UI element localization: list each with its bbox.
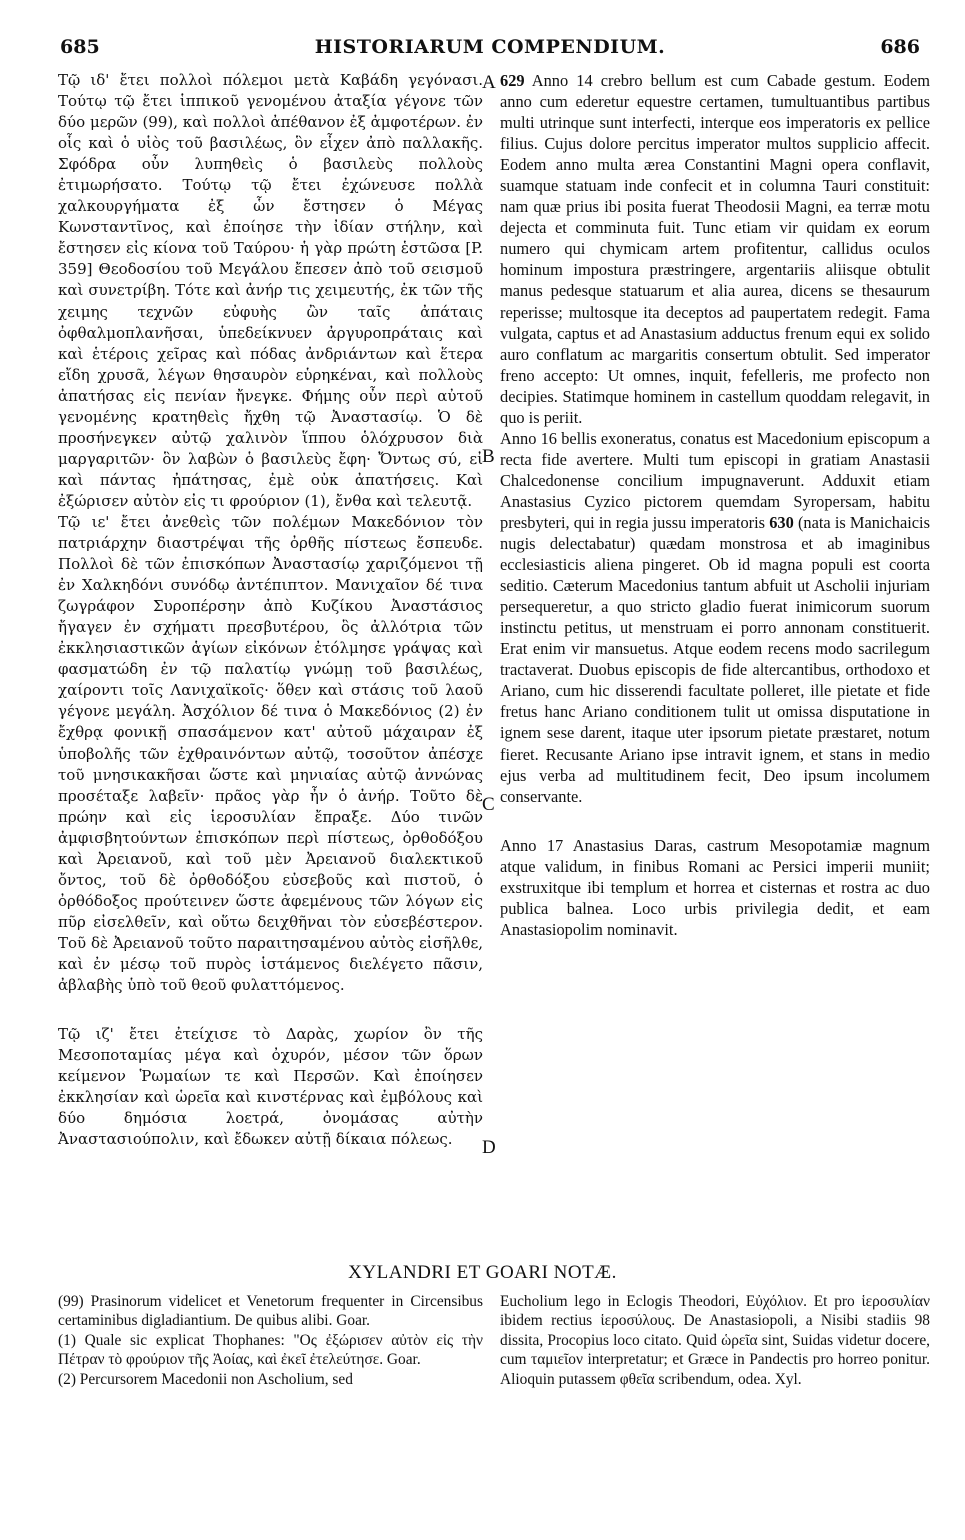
latin-paragraph-2b-text: (nata is Manichaicis nugis delectabatur) quædam monstrosa et ab imaginibus ecclesiasticis aliena pingeret. Ob id magna populi est coorta seditio. Cæterum Macedonius tantum abfuit ut Ascholii injuriam persequeretur, a quo stricto gladio fuerat inimicorum suorum instinctu petitus, ut menstruam ei porro annonam constituerit. Erat enim vir mansuetus. Atque eodem recens modo sacrilegum tractaverat. Duobus episcopis de fide altercantibus, orthodoxo et Ariano, cum hic disserendi facultate polleret, ille pietate et fide fretus hanc Ariano conditionem tulit ut omissa disputatione in ignem sese darent, itaque uter ipsorum pietate præstaret, notum fieret. Recusante Ariano ipse intravit ignem, et stans in medio ejus verba ad multitudinem fecit, Deo ipsum incolumem conservante.	[500, 512, 930, 806]
note-99: (99) Prasinorum videlicet et Venetorum frequenter in Circensibus certaminibus digladiantium. De quibus alibi. Goar.	[58, 1293, 483, 1330]
page-ref-630: 630	[769, 512, 794, 532]
note-continuation: Eucholium lego in Eclogis Theodori, Εὐχόλιον. Et pro ἱεροσυλίαν ibidem rectius ἱεροσύλους. De Anastasiopoli, a Nisibi stadiis 98 dissita, Procopius loco citato. Quid ὡρεῖα sint, Suidas videtur docere, cum ταμιεῖον interpretatur; et Græce in Pandectis pro horreo ponitur. Alioquin putassem φθεῖα scribendum, odea. Xyl.	[500, 1293, 930, 1388]
note-1: (1) Quale sic explicat Thophanes: "Ος ἐξώρισεν αὐτὸν εἰς τὴν Πέτραν τὸ φρούριον τῆς Ἀοίας, καὶ ἐκεῖ ἐτελεύτησε. Goar.	[58, 1331, 483, 1369]
page-ref-629: 629	[500, 71, 525, 90]
running-title: HISTORIARUM COMPENDIUM.	[314, 36, 666, 58]
margin-marker-c: C	[482, 794, 495, 815]
notes-heading: XYLANDRI ET GOARI NOTÆ.	[348, 1262, 617, 1283]
latin-column	[500, 70, 930, 940]
notes-left-column	[58, 1292, 483, 1389]
greek-paragraph-3: Τῷ ιζ' ἔτει ἐτείχισε τὸ Δαρὰς, χωρίον ὂν τῆς Μεσοποταμίας μέγα καὶ ὀχυρόν, μέσον τῶν ὅρων κείμενον Ῥωμαίων τε καὶ Περσῶν. Καὶ ἐποίησεν ἐκκλησίαν καὶ ὡρεῖα καὶ κινστέρνας καὶ ἐμβόλους καὶ δύο δημόσια λοετρά, ὀνομάσας αὐτὴν Ἀναστασιούπολιν, καὶ ἔδωκεν αὐτῇ δίκαια πόλεως.	[58, 1025, 483, 1149]
paragraph-gap	[500, 807, 930, 835]
margin-marker-d: D	[482, 1137, 496, 1158]
paragraph-gap	[58, 996, 483, 1024]
page-header	[60, 36, 920, 62]
margin-marker-a: A	[482, 72, 496, 93]
left-page-number: 685	[60, 36, 100, 58]
margin-marker-b: B	[482, 446, 495, 467]
note-2: (2) Percursorem Macedonii non Ascholium, sed	[58, 1370, 353, 1388]
latin-paragraph-1-text: Anno 14 crebro bellum est cum Cabade gestum. Eodem anno cum ederetur equestre certamen, tumultuantibus partibus multi utrinque sunt interfecti, interque eos imperatoris ex pellice filius. Cujus dolore percitus imperator multos supplicio affecit. Eodem anno multa ærea Constantini Magni opera conflavit, suamque statuam inde confecit et in columna Tauri constituit: nam quæ prius ibi posita fuerat Theodosii Magni, ea terræ motu dejecta et comminuta fuit. Tunc etiam vir quidam ex eorum numero qui chymicam artem profitentur, callidus oculos hominum impostura præstringere, argentariis aliisque obtulit manus pedesque statuarum et alia aurea, dicens se thesaurum reperisse; multosque ita deceptos ad paupertatem redegit. Fama vulgata, captus et ad Anastasium adductus frenum equi ex solido auro conflatum ac margaritis consertum obtulit. Sed imperator freno accepto: Ut omnes, inquit, fefelleris, me profecto non decipies. Statimque hominem in castellum quoddam relegavit, in quo is periit.	[500, 71, 930, 427]
greek-paragraph-1: Τῷ ιδ' ἔτει πολλοὶ πόλεμοι μετὰ Καβάδη γεγόνασι. Τούτῳ τῷ ἔτει ἱππικοῦ γενομένου ἀταξία γέγονε τῶν δύο μερῶν (99), καὶ πολλοὶ ἀπέθανον ἐξ ἀμφοτέρων. ἐν οἷς καὶ ὁ υἱὸς τοῦ βασιλέως, ὃν εἶχεν ἀπὸ παλλακῆς. Σφόδρα οὖν λυπηθεὶς ὁ βασιλεὺς πολλοὺς ἐτιμωρήσατο. Τούτῳ τῷ ἔτει ἐχώνευσε πολλὰ χαλκουργήματα ἐξ ὧν ἔστησεν ὁ Μέγας Κωνσταντῖνος, καὶ ἐποίησε τὴν ἰδίαν στήλην, καὶ ἔστησεν εἰς κίονα τοῦ Ταύρου· ἡ γὰρ πρώτη ἑστῶσα [P. 359] Θεοδοσίου τοῦ Μεγάλου ἔπεσεν ἀπὸ τοῦ σεισμοῦ καὶ συνετρίβη. Τότε καὶ ἀνήρ τις χειμευτής, ἐκ τῶν τῆς χειμης τεχνῶν εὐφυὴς ὢν ταῖς ἀπάταις ὀφθαλμοπλανῆσαι, ὑπεδείκνυεν ἀργυροπράταις καὶ καὶ ἑτέροις χεῖρας καὶ πόδας ἀνδριάντων καὶ ἕτερα εἴδη χρυσᾶ, λέγων θησαυρὸν εὑρηκέναι, καὶ πολλοὺς ἀπατήσας εἰς πενίαν ἤνεγκε. Φήμης οὖν περὶ αὐτοῦ γενομένης κρατηθεὶς ἤχθη τῷ Ἀναστασίῳ. Ὁ δὲ προσήνεγκεν αὐτῷ χαλινὸν ἵππου ὁλόχρυσον διὰ μαργαριτῶν· ὃν λαβὼν ὁ βασιλεὺς ἔφη· Ὄντως σύ, εἰ καὶ πάντας ἠπάτησας, ἐμὲ οὐκ ἀπατήσεις. Καὶ ἐξώρισεν αὐτὸν εἰς τι φρούριον (1), ἔνθα καὶ τελευτᾷ.	[58, 71, 483, 510]
latin-paragraph-3: Anno 17 Anastasius Daras, castrum Mesopotamiæ magnum atque validum, in finibus Romani ac Persici imperii muniit; exstruxitque ibi templum et horrea et cisternas et rostra ac duo publica balnea. Loco urbis privilegia dedit, et eam Anastasiopolim nominavit.	[500, 835, 930, 939]
greek-paragraph-2: Τῷ ιε' ἔτει ἀνεθεὶς τῶν πολέμων Μακεδόνιον τὸν πατριάρχην διαστρέψαι τῆς ὀρθῆς πίστεως ἔσπευδε. Πολλοὶ δὲ τῶν ἐπισκόπων Ἀναστασίῳ χαριζόμενοι τῇ ἐν Χαλκηδόνι συνόδῳ ἀντέπιπτον. Μανιχαῖον δέ τινα ζωγράφον Συροπέρσην ἀπὸ Κυζίκου Ἀναστάσιος ἤγαγεν ἐν σχήματι πρεσβυτέρου, ὃς ἀλλότρια τῶν ἐκκλησιαστικῶν ἁγίων εἰκόνων ἐτόλμησε γράψας καὶ φασματώδη ἐν τῷ παλατίῳ γνώμῃ τοῦ βασιλέως, χαίροντι τοῖς Λανιχαϊκοῖς· ὅθεν καὶ στάσις τοῦ λαοῦ γέγονε μεγάλη. Ἀσχόλιον δέ τινα ὁ Μακεδόνιος (2) ἐν ἔχθρᾳ φονικῇ σπασάμενον κατ' αὐτοῦ μάχαιραν ἐξ ὑποβολῆς τῶν ἐχθραινόντων αὐτῷ, τοσοῦτον ἀπέσχε τοῦ μνησικακῆσαι ὥστε καὶ μηνιαίας αὐτῷ ἀννώνας προσέταξε λαβεῖν· πρᾶος γὰρ ἦν ὁ ἀνήρ. Τοῦτο δὲ πρώην καὶ εἰς ἱεροσυλίαν ἔπραξε. Δύο τινῶν ἀμφισβητούντων ἐπισκόπων περὶ πίστεως, ὀρθοδόξου καὶ Ἀρειανοῦ, καὶ τοῦ μὲν Ἀρειανοῦ διαλεκτικοῦ ὄντος, τοῦ δὲ ὀρθοδόξου εὐσεβοῦς καὶ πιστοῦ, ὁ ὀρθόδοξος προύτεινεν ὥστε ἀφεμένους τῶν λόγων εἰς πῦρ εἰσελθεῖν, καὶ οὕτω δειχθῆναι τὸν εὐσεβέστερον. Τοῦ δὲ Ἀρειανοῦ τοῦτο παραιτησαμένου αὐτὸς εἰσῆλθε, καὶ ἐν μέσῳ τοῦ πυρὸς ἱστάμενος διελέγετο πᾶσιν, ἀβλαβὴς ὑπὸ τοῦ θεοῦ φυλαττόμενος.	[58, 512, 483, 995]
right-page-number: 686	[880, 36, 920, 58]
notes-right-column	[500, 1292, 930, 1389]
latin-paragraph-1	[500, 70, 930, 428]
latin-paragraph-2a-text: Anno 16 bellis exoneratus, conatus est Macedonium episcopum a recta fide avertere. Multi tum episcopi in gratiam Anastasii Chalcedonense concilium impugnaverunt. Adduxit etiam Anastasius Cyzico pictorem quemdam Syropersam, habitu presbyteri, qui in regia jussu imperatoris	[500, 428, 930, 532]
greek-column	[58, 70, 483, 1150]
latin-paragraph-2	[500, 428, 930, 807]
